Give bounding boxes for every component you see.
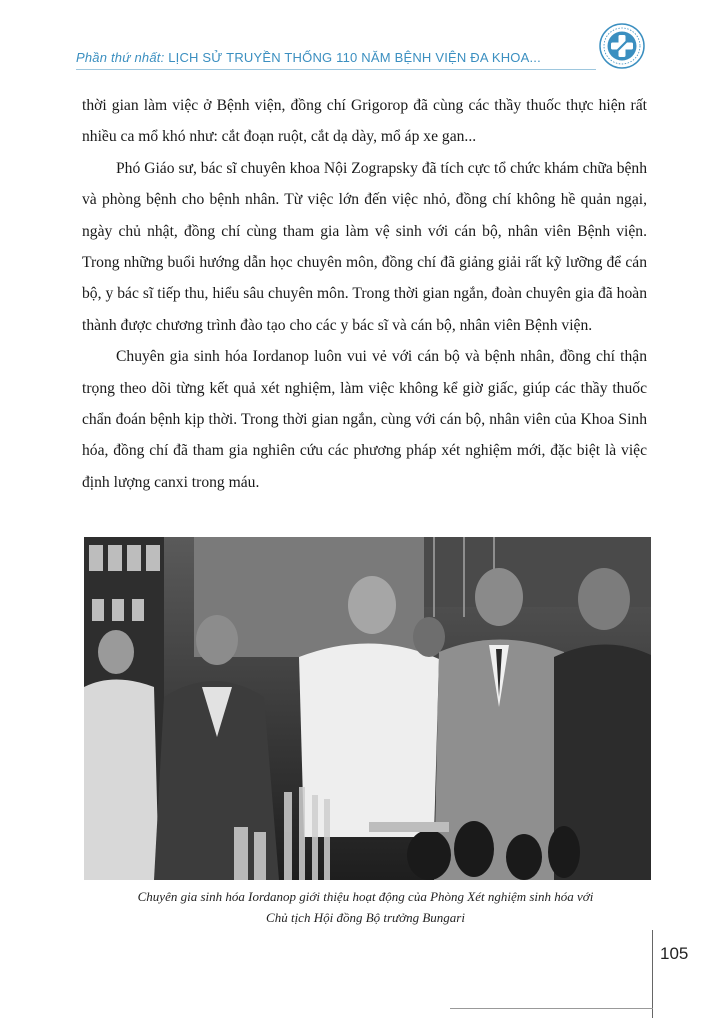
hospital-cross-logo-icon	[598, 22, 646, 70]
lab-photo-illustration	[84, 537, 651, 880]
caption-line-1: Chuyên gia sinh hóa Iordanop giới thiệu hoạt động của Phòng Xét nghiệm sinh hóa với	[137, 889, 594, 904]
page-header	[0, 20, 717, 80]
footer-horizontal-rule	[450, 1008, 653, 1009]
running-header	[76, 50, 541, 65]
header-rule	[76, 69, 596, 70]
header-title-text: LỊCH SỬ TRUYỀN THỐNG 110 NĂM BỆNH VIỆN ĐA KHOA...	[168, 50, 541, 65]
historical-photo	[84, 537, 651, 880]
photo-caption	[82, 886, 649, 928]
footer-vertical-rule	[652, 930, 653, 1018]
paragraph-3: Chuyên gia sinh hóa Iordanop luôn vui vẻ với cán bộ và bệnh nhân, đồng chí thận trọng theo dõi từng kết quả xét nghiệm, làm việc không kể giờ giấc, giúp các thầy thuốc chẩn đoán bệnh kịp thời. Trong thời gian ngắn, cùng với cán bộ, nhân viên của Khoa Sinh hóa, đồng chí đã tham gia nghiên cứu các phương pháp xét nghiệm mới, đặc biệt là việc định lượng canxi trong máu.	[82, 348, 647, 491]
paragraph-1: thời gian làm việc ở Bệnh viện, đồng chí Grigorop đã cùng các thầy thuốc thực hiện rất nhiều ca mổ khó như: cắt đoạn ruột, cắt dạ dày, mổ áp xe gan...	[82, 97, 647, 146]
body-text	[82, 90, 647, 498]
header-part-label: Phần thứ nhất:	[76, 50, 165, 65]
caption-line-2: Chủ tịch Hội đồng Bộ trưởng Bungari	[266, 910, 465, 925]
page-number: 105	[660, 944, 689, 963]
paragraph-2: Phó Giáo sư, bác sĩ chuyên khoa Nội Zograpsky đã tích cực tổ chức khám chữa bệnh và phòng bệnh cho bệnh nhân. Từ việc lớn đến việc nhỏ, đồng chí không hề quản ngại, ngày chủ nhật, đồng chí cùng tham gia làm vệ sinh với cán bộ, nhân viên Bệnh viện. Trong những buổi hướng dẫn học chuyên môn, đồng chí đã giảng giải rất kỹ lưỡng để cán bộ, y bác sĩ tiếp thu, hiểu sâu chuyên môn. Trong thời gian ngắn, đoàn chuyên gia đã hoàn thành được chương trình đào tạo cho các y bác sĩ và cán bộ, nhân viên Bệnh viện.	[82, 159, 647, 334]
